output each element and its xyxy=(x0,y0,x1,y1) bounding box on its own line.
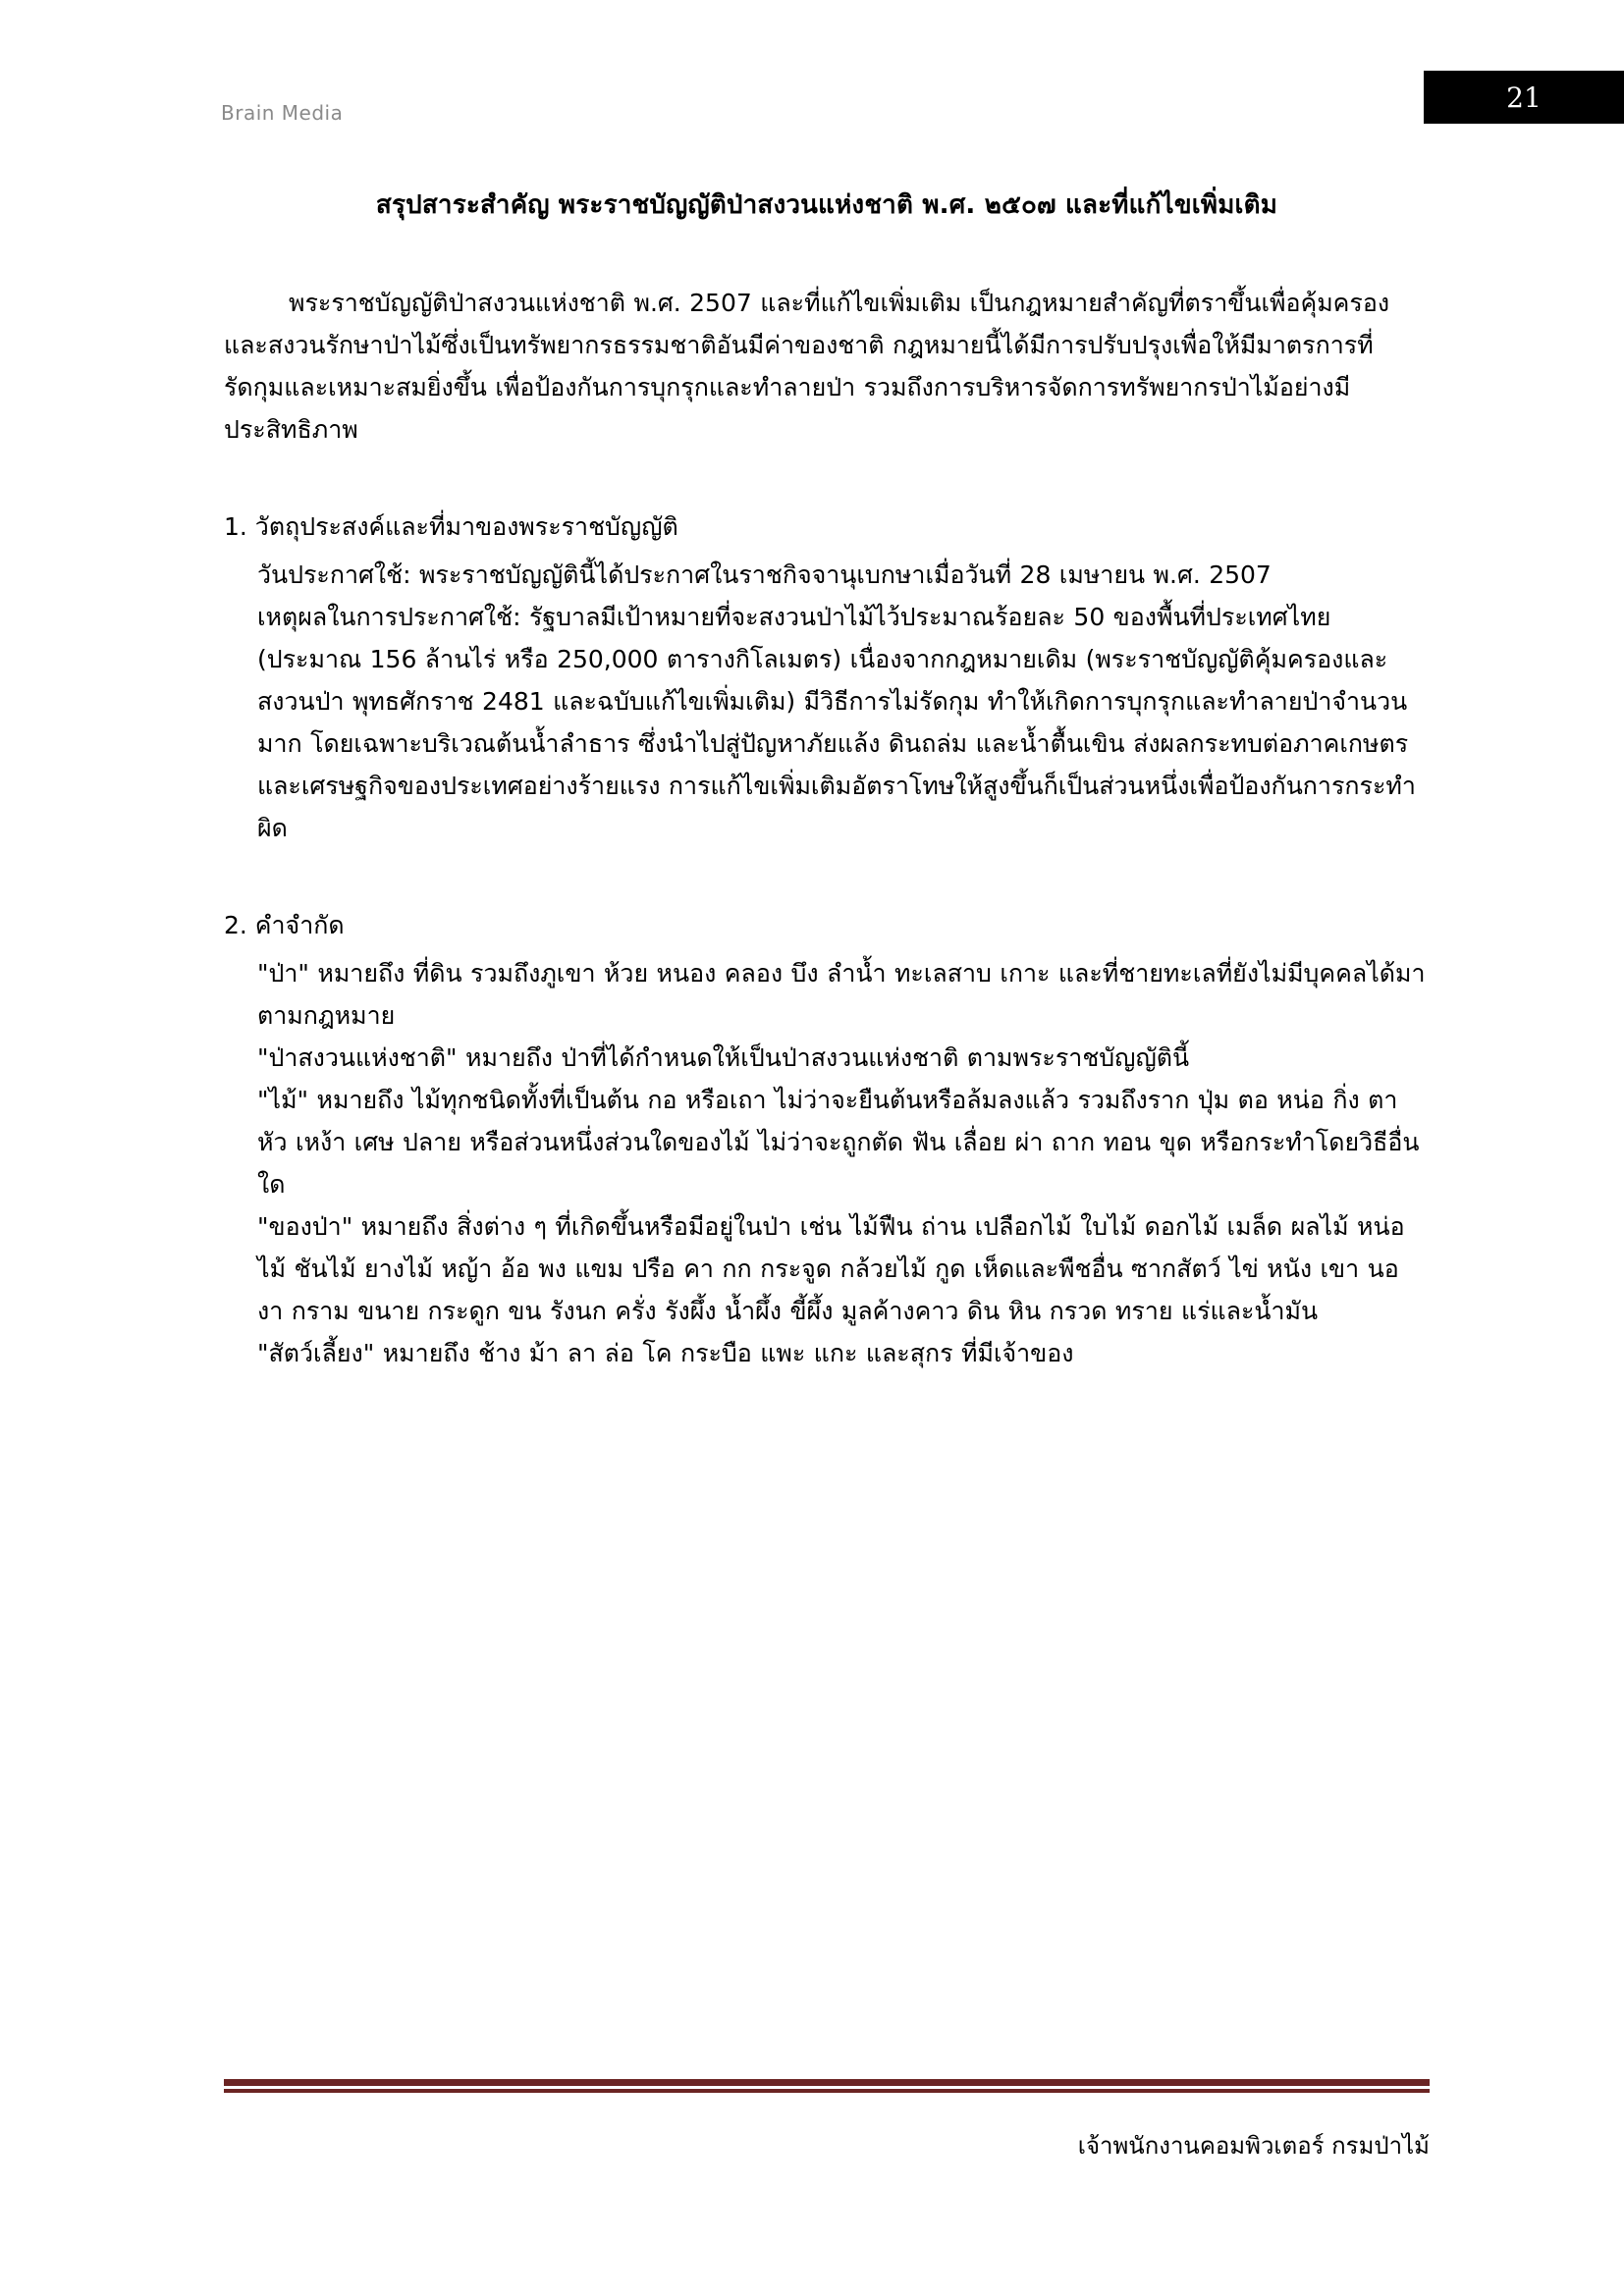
section-2-item-2: "ป่าสงวนแห่งชาติ" หมายถึง ป่าที่ได้กำหนดให้เป็นป่าสงวนแห่งชาติ ตามพระราชบัญญัตินี้ xyxy=(257,1043,1190,1072)
section-2-item-3: "ไม้" หมายถึง ไม้ทุกชนิดทั้งที่เป็นต้น กอ หรือเถา ไม่ว่าจะยืนต้นหรือล้มลงแล้ว รวมถึงราก ปุ่ม ตอ หน่อ กิ่ง ตา หัว เหง้า เศษ ปลาย หรือส่วนหนึ่งส่วนใดของไม้ ไม่ว่าจะถูกตัด ฟัน เลื่อย ผ่า ถาก ทอน ขุด หรือกระทำโดยวิธีอื่นใด xyxy=(257,1086,1420,1199)
section-2-item-1: "ป่า" หมายถึง ที่ดิน รวมถึงภูเขา ห้วย หนอง คลอง บึง ลำน้ำ ทะเลสาบ เกาะ และที่ชายทะเลที่ยังไม่มีบุคคลได้มาตามกฎหมาย xyxy=(257,959,1426,1030)
brand-label: Brain Media xyxy=(221,101,344,125)
footer-rule-thick xyxy=(224,2079,1430,2086)
page-header xyxy=(0,0,1624,147)
section-1-item-2: เหตุผลในการประกาศใช้: รัฐบาลมีเป้าหมายที่จะสงวนป่าไม้ไว้ประมาณร้อยละ 50 ของพื้นที่ประเทศไทย (ประมาณ 156 ล้านไร่ หรือ 250,000 ตารางกิโลเมตร) เนื่องจากกฎหมายเดิม (พระราชบัญญัติคุ้มครองและสงวนป่า พุทธศักราช 2481 และฉบับแก้ไขเพิ่มเติม) มีวิธีการไม่รัดกุม ทำให้เกิดการบุกรุกและทำลายป่าจำนวนมาก โดยเฉพาะบริเวณต้นน้ำลำธาร ซึ่งนำไปสู่ปัญหาภัยแล้ง ดินถล่ม และน้ำตื้นเขิน ส่งผลกระทบต่อภาคเกษตรและเศรษฐกิจของประเทศอย่างร้ายแรง การแก้ไขเพิ่มเติมอัตราโทษให้สูงขึ้นก็เป็นส่วนหนึ่งเพื่อป้องกันการกระทำผิด xyxy=(257,603,1416,842)
document-body xyxy=(224,187,1430,1374)
section-2-item-4: "ของป่า" หมายถึง สิ่งต่าง ๆ ที่เกิดขึ้นหรือมีอยู่ในป่า เช่น ไม้ฟืน ถ่าน เปลือกไม้ ใบไม้ ดอกไม้ เมล็ด ผลไม้ หน่อไม้ ชันไม้ ยางไม้ หญ้า อ้อ พง แขม ปรือ คา กก กระจูด กล้วยไม้ กูด เห็ดและพืชอื่น ซากสัตว์ ไข่ หนัง เขา นอ งา กราม ขนาย กระดูก ขน รังนก ครั่ง รังผึ้ง น้ำผึ้ง ขี้ผึ้ง มูลค้างคาว ดิน หิน กรวด ทราย แร่และน้ำมัน xyxy=(257,1212,1405,1325)
footer-rule-thin xyxy=(224,2089,1430,2093)
section-2-item-5: "สัตว์เลี้ยง" หมายถึง ช้าง ม้า ลา ล่อ โค กระบือ แพะ แกะ และสุกร ที่มีเจ้าของ xyxy=(257,1339,1074,1367)
footer-text: เจ้าพนักงานคอมพิวเตอร์ กรมป่าไม้ xyxy=(1077,2132,1430,2160)
section-2-heading: 2. คำจำกัด xyxy=(224,911,345,939)
intro-paragraph: พระราชบัญญัติป่าสงวนแห่งชาติ พ.ศ. 2507 และที่แก้ไขเพิ่มเติม เป็นกฎหมายสำคัญที่ตราขึ้นเพื่อคุ้มครองและสงวนรักษาป่าไม้ซึ่งเป็นทรัพยากรธรรมชาติอันมีค่าของชาติ กฎหมายนี้ได้มีการปรับปรุงเพื่อให้มีมาตรการที่รัดกุมและเหมาะสมยิ่งขึ้น เพื่อป้องกันการบุกรุกและทำลายป่า รวมถึงการบริหารจัดการทรัพยากรป่าไม้อย่างมีประสิทธิภาพ xyxy=(224,289,1390,444)
section-1-item-1: วันประกาศใช้: พระราชบัญญัตินี้ได้ประกาศในราชกิจจานุเบกษาเมื่อวันที่ 28 เมษายน พ.ศ. 2507 xyxy=(257,561,1272,589)
page-footer xyxy=(224,2079,1430,2163)
spacer xyxy=(224,849,1430,904)
page-number-badge xyxy=(1424,71,1624,124)
spacer xyxy=(224,451,1430,506)
page-number-value: 21 xyxy=(1506,80,1542,114)
document-title: สรุปสาระสำคัญ พระราชบัญญัติป่าสงวนแห่งชาติ พ.ศ. ๒๕๐๗ และที่แก้ไขเพิ่มเติม xyxy=(375,190,1278,220)
section-1-heading: 1. วัตถุประสงค์และที่มาของพระราชบัญญัติ xyxy=(224,512,678,541)
